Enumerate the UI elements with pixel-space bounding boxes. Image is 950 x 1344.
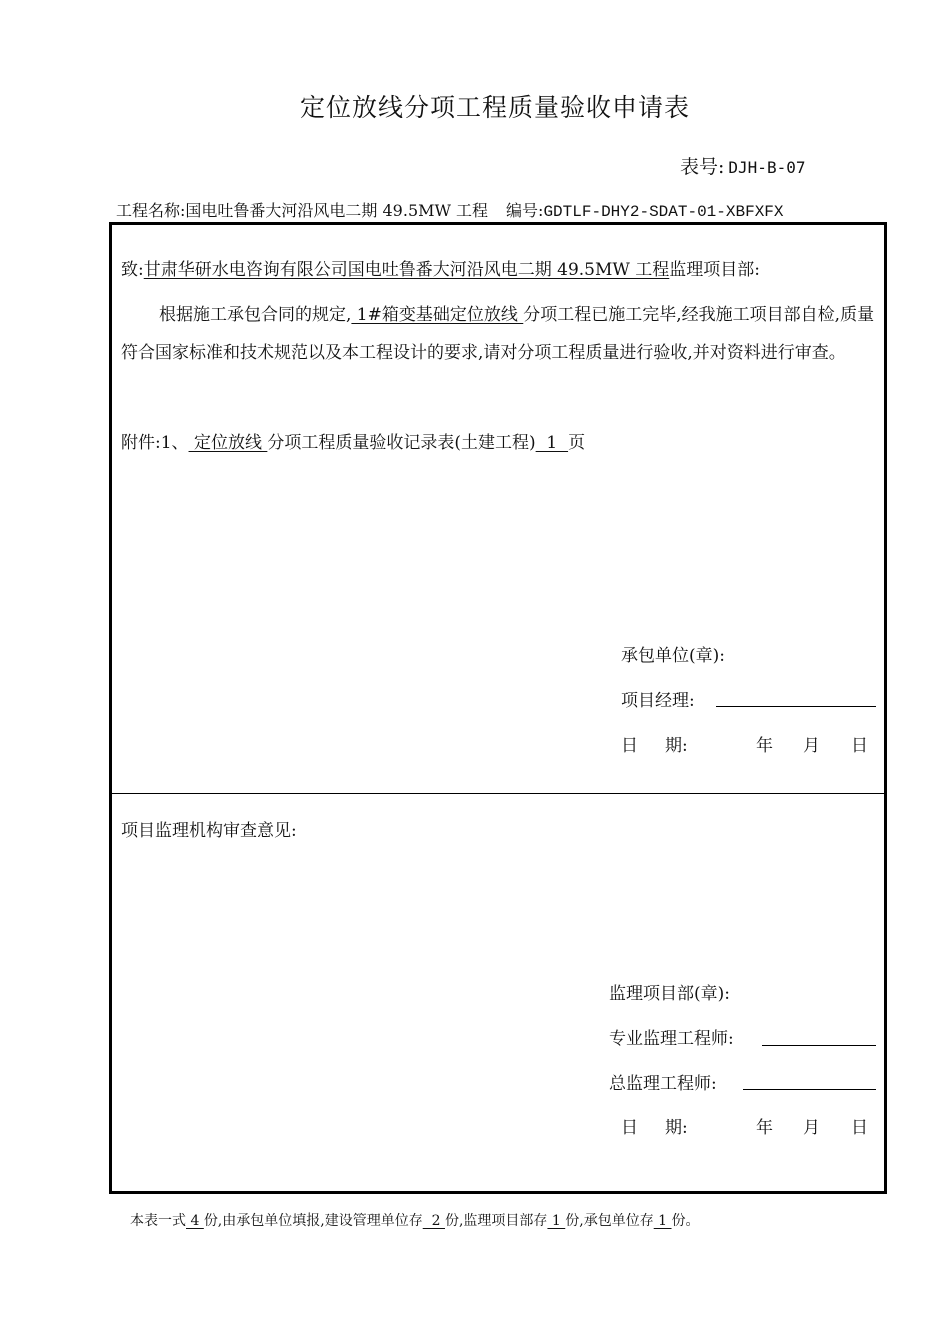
attachment-pages: 1: [535, 433, 569, 453]
body-rest: 分项工程已施工完毕,经我施工项目部自检,质量符合国家标准和技术规范以及本工程设计的要求,请对分项工程质量进行验收,并对资料进行审查。: [121, 305, 875, 363]
addressee-label: 致:: [121, 260, 144, 280]
addressee-line: [121, 255, 760, 280]
footer-p3: 份,监理项目部存: [444, 1213, 548, 1229]
project-name-label: 工程名称:: [116, 201, 186, 220]
form-number: [680, 152, 805, 179]
body-prefix: 根据施工承包合同的规定,: [159, 305, 352, 325]
copies-supervision: 1: [547, 1213, 566, 1229]
footer-p4: 份,承包单位存: [565, 1213, 654, 1229]
application-date-day: 日: [851, 736, 868, 756]
review-date-month: 月: [803, 1118, 820, 1138]
attachment-mid: 分项工程质量验收记录表(土建工程): [267, 433, 536, 453]
attachment-prefix: 附件:1、: [121, 433, 189, 453]
application-date-label: 日 期:: [621, 736, 688, 756]
attachment-item: 定位放线: [188, 433, 268, 453]
project-number-value: GDTLF-DHY2-SDAT-01-XBFXFX: [543, 203, 784, 221]
distribution-note: [130, 1210, 700, 1230]
supervision-seal-label: 监理项目部(章):: [609, 984, 730, 1004]
footer-p1: 本表一式: [130, 1213, 186, 1229]
specialty-engineer-label: 专业监理工程师:: [609, 1029, 734, 1049]
specialty-engineer-signature-line: [762, 1045, 876, 1046]
project-number-label: 编号:: [506, 201, 544, 220]
chief-engineer-signature-line: [743, 1089, 876, 1090]
form-table: [109, 222, 887, 1194]
copies-contractor: 1: [653, 1213, 672, 1229]
application-date-month: 月: [803, 736, 820, 756]
review-date-year: 年: [756, 1118, 773, 1138]
attachment-line: [121, 428, 585, 453]
project-info-line: [116, 198, 784, 221]
review-heading: 项目监理机构审查意见:: [121, 821, 297, 841]
application-body: [121, 296, 881, 372]
contractor-seal-label: 承包单位(章):: [621, 646, 725, 666]
addressee-suffix: 监理项目部:: [669, 260, 761, 280]
copies-owner: 2: [422, 1213, 445, 1229]
review-date-label: 日 期:: [621, 1118, 688, 1138]
page-title: 定位放线分项工程质量验收申请表: [299, 93, 690, 122]
application-date-year: 年: [756, 736, 773, 756]
footer-p2: 份,由承包单位填报,建设管理单位存: [203, 1213, 423, 1229]
chief-engineer-label: 总监理工程师:: [609, 1074, 717, 1094]
form-number-label: 表号:: [680, 156, 725, 178]
project-manager-signature-line: [716, 706, 876, 707]
section-divider: [112, 793, 884, 794]
review-date-day: 日: [851, 1118, 868, 1138]
form-number-value: DJH-B-07: [728, 158, 806, 177]
attachment-suffix: 页: [568, 433, 586, 453]
footer-p5: 份。: [671, 1213, 700, 1229]
item-name: 1#箱变基础定位放线: [351, 305, 524, 325]
project-manager-label: 项目经理:: [621, 691, 695, 711]
copies-total: 4: [186, 1213, 204, 1229]
project-name-value: 国电吐鲁番大河沿风电二期 49.5MW 工程: [185, 201, 489, 220]
addressee-recipient: 甘肃华研水电咨询有限公司国电吐鲁番大河沿风电二期 49.5MW 工程: [143, 260, 670, 280]
